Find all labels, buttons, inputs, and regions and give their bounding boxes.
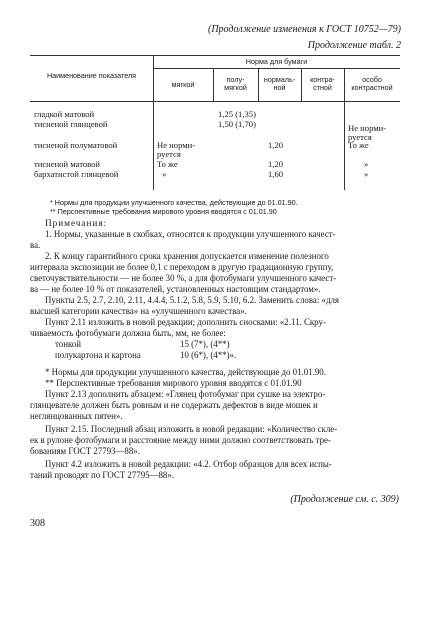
note-line: Пункт 2.11 изложить в новой редакции; дополнить сносками: «2.11. Скру- [45, 317, 326, 327]
table-cell-value: 1,25 (1,35) [218, 109, 256, 119]
paragraph-line: Пункт 2.15. Последний абзац изложить в новой редакции: «Количество склe- [45, 424, 338, 434]
table-row-label: гладкой матовой [34, 109, 95, 119]
note-line: 2. К концу гарантийного срока хранения допускается изменение полезного [45, 251, 329, 261]
table-cell-value: 1,60 [268, 169, 284, 179]
column-header-extra-contrast: особо контрастной [351, 75, 393, 92]
notes-heading: Примечания: [45, 218, 108, 228]
paragraph-line: ек в рулоне фотобумаги и расстояние между ними должно соответствовать тре- [30, 435, 331, 445]
note-line: чиваемость фотобумаги должна быть, мм, не более: [30, 328, 226, 338]
paragraph-line: таний проводят по ГОСТ 27795—88». [30, 470, 175, 480]
curl-label: тонкой [55, 339, 81, 349]
note-line: высшей категории качества» на «улучшенного качества». [30, 306, 247, 316]
note-line: интервала экспозиции не более 0,1 с переходом в другую градационную группу, [30, 262, 334, 272]
column-header-semisoft: полу- мягкой [224, 75, 247, 92]
table-row-label: тисненой матовой [34, 159, 101, 169]
paragraph-line: Пункт 2.13 дополнить абзацем: «Глянец фотобумаг при сушке на электро- [45, 389, 326, 399]
page-number: 308 [30, 518, 45, 529]
body-footnote: ** Перспективные требования мирового уровня вводятся с 01.01.90 [45, 378, 302, 388]
table-cell-value: руется [157, 149, 181, 159]
table-cell-value: » [364, 169, 369, 179]
curl-label: полукартона и картона [55, 350, 141, 360]
table-cell-value: То же [348, 140, 369, 150]
paragraph-line: неглянцованных пятен». [30, 411, 123, 421]
curl-value: 15 (7*), (4**) [180, 339, 230, 349]
table-cell-value: » [162, 169, 167, 179]
table-row-label: тисненой полуматовой [34, 140, 118, 150]
curl-value: 10 (6*), (4**)». [180, 350, 237, 360]
column-header-soft: мягкой [171, 80, 195, 89]
continuation-footer: (Продолжение см. с. 309) [290, 494, 399, 505]
table-cell-value: Не норми- [157, 140, 196, 150]
column-header-indicator: Наименование показателя [46, 71, 137, 80]
table-cell-value: руется [348, 132, 372, 142]
paragraph-line: Пункт 4.2 изложить в новой редакции: «4.2. Отбор образцов для всех испы- [45, 459, 332, 469]
table-row-label: бархатистой глянцевой [34, 169, 119, 179]
table-cell-value: 1,20 [268, 159, 284, 169]
note-line: Пункты 2.5, 2.7, 2.10, 2.11, 4.4.4, 5.1.2, 5.8, 5.9, 5.10, 6.2. Заменить слова: «для [45, 295, 340, 305]
table-row-label: тисненой глянцевой [34, 119, 108, 129]
column-header-contrast: контра- стной [310, 75, 335, 92]
table-footnote: ** Перспективные требования мирового уровня вводятся с 01.01.90 [50, 207, 277, 216]
table-cell-value: То же [157, 159, 178, 169]
table-cell-value: » [364, 159, 369, 169]
note-line: светочувствительности — не более 30 %, а для фотобумаги улучшенного качест- [30, 273, 337, 283]
note-line: 1. Нормы, указанные в скобках, относятся к продукции улучшенного качест- [45, 229, 336, 239]
table-cell-value: Не норми- [348, 123, 387, 133]
note-line: ва. [30, 240, 41, 250]
table-cell-value: 1,20 [268, 140, 284, 150]
column-group-header: Норма для бумаги [245, 57, 308, 66]
note-line: ва — не более 10 % от показателей, установленных настоящим стандартом». [30, 284, 321, 294]
continuation-table-header: Продолжение табл. 2 [307, 40, 401, 51]
table-footnote: * Нормы для продукции улучшенного качества, действующие до 01.01.90. [50, 198, 298, 207]
table-cell-value: 1,50 (1,70) [218, 119, 256, 129]
continuation-change-header: (Продолжение изменения к ГОСТ 10752—79) [208, 24, 401, 35]
paragraph-line: бованиям ГОСТ 27793—88». [30, 446, 140, 456]
paragraph-line: глянцевателе должен быть ровным и не содержать дефектов в виде мошек и [30, 400, 318, 410]
column-header-normal: нормаль- ной [263, 75, 296, 92]
body-footnote: * Нормы для продукции улучшенного качества, действующие до 01.01.90. [45, 367, 326, 377]
